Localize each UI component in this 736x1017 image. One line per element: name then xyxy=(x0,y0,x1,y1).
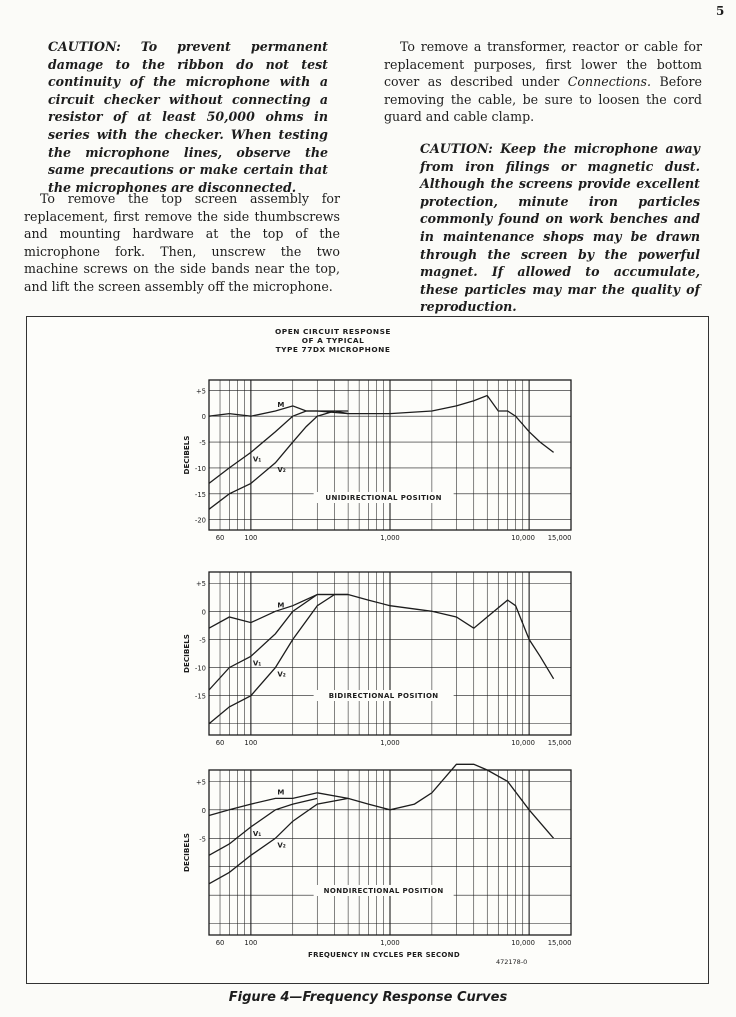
x-tick-label: 1,000 xyxy=(380,534,400,542)
series-label-m: M xyxy=(277,788,285,797)
caution-text: To prevent permanent damage to the ribbon do not test continuity of the microphone with a circuit checker without connecting a resistor of at least 50,000 ohms in series with the checker. When testing the microphone lines, observe the same precautions or make certain that the microphones are disconnected. xyxy=(48,39,328,195)
figure-title-line: OF A TYPICAL xyxy=(301,336,365,345)
x-tick-label: 15,000 xyxy=(547,939,572,947)
series-label-m: M xyxy=(277,401,285,410)
x-tick-label: 60 xyxy=(215,939,225,947)
x-tick-label: 15,000 xyxy=(547,534,572,542)
y-tick-label: 0 xyxy=(201,413,206,422)
x-tick-label: 10,000 xyxy=(511,939,536,947)
y-tick-label: -5 xyxy=(199,835,206,844)
y-tick-label: -5 xyxy=(199,636,206,645)
right-paragraph-a: To remove a transformer, reactor or cable for replacement purposes, first lower the bottom cover as described under xyxy=(384,39,702,90)
y-axis-label: DECIBELS xyxy=(182,833,191,872)
figure-title-line: OPEN CIRCUIT RESPONSE xyxy=(275,327,391,336)
y-tick-label: -20 xyxy=(194,516,206,525)
series-label-v2: V₂ xyxy=(277,465,286,474)
y-tick-label: -5 xyxy=(199,439,206,448)
y-tick-label: 0 xyxy=(201,806,206,815)
x-tick-label: 100 xyxy=(244,534,258,542)
y-tick-label: -10 xyxy=(194,664,206,673)
caution-lead: CAUTION: xyxy=(420,141,493,156)
series-line-m xyxy=(209,764,554,838)
position-label: BIDIRECTIONAL POSITION xyxy=(328,692,439,700)
caution-lead: CAUTION: xyxy=(48,39,121,54)
series-label-v1: V₁ xyxy=(252,829,262,838)
figure-title-line: TYPE 77DX MICROPHONE xyxy=(275,345,391,354)
y-tick-label: -15 xyxy=(194,490,206,499)
x-axis-title: FREQUENCY IN CYCLES PER SECOND xyxy=(308,951,460,959)
position-label: NONDIRECTIONAL POSITION xyxy=(323,887,444,895)
y-axis-label: DECIBELS xyxy=(182,634,191,673)
x-tick-label: 100 xyxy=(244,939,258,947)
right-paragraph-em: Connections. xyxy=(567,74,651,90)
x-tick-label: 10,000 xyxy=(511,534,536,542)
x-tick-label: 1,000 xyxy=(380,939,400,947)
y-tick-label: -15 xyxy=(194,692,206,701)
y-tick-label: -10 xyxy=(194,464,206,473)
caution-text: Keep the microphone away from iron filings or magnetic dust. Although the screens provide excellent protection, minute iron particles commonly found on work benches and in maintenance shops may be drawn through the screen by the powerful magnet. If allowed to accumulate, these particles may mar the quality of reproduction. xyxy=(420,141,701,315)
series-label-v1: V₁ xyxy=(252,455,262,464)
series-label-v2: V₂ xyxy=(277,670,286,679)
drawing-number: 472178-0 xyxy=(496,958,528,966)
x-tick-label: 10,000 xyxy=(511,739,536,747)
x-tick-label: 60 xyxy=(215,534,225,542)
y-axis-label: DECIBELS xyxy=(182,435,191,475)
x-tick-label: 15,000 xyxy=(547,739,572,747)
series-label-m: M xyxy=(277,601,285,610)
series-label-v2: V₂ xyxy=(277,841,286,850)
left-paragraph: To remove the top screen assembly for replacement, first remove the side thumbscrews and mounting hardware at the top of the microphone fork. Then, unscrew the two machine screws on the side bands near the top, and lift the screen assembly off the microphone. xyxy=(24,191,340,294)
x-tick-label: 100 xyxy=(244,739,258,747)
x-tick-label: 60 xyxy=(215,739,225,747)
position-label: UNIDIRECTIONAL POSITION xyxy=(325,494,442,502)
series-label-v1: V₁ xyxy=(252,659,262,668)
page-number: 5 xyxy=(716,4,725,18)
y-tick-label: +5 xyxy=(195,580,206,589)
x-tick-label: 1,000 xyxy=(380,739,400,747)
y-tick-label: +5 xyxy=(195,778,206,787)
figure-caption: Figure 4—Frequency Response Curves xyxy=(228,990,508,1005)
y-tick-label: +5 xyxy=(195,387,206,396)
right-paragraph-b: Before removing the cable, be sure to loosen the cord guard and cable clamp. xyxy=(384,74,702,125)
y-tick-label: 0 xyxy=(201,608,206,617)
series-line-v2 xyxy=(209,595,348,724)
